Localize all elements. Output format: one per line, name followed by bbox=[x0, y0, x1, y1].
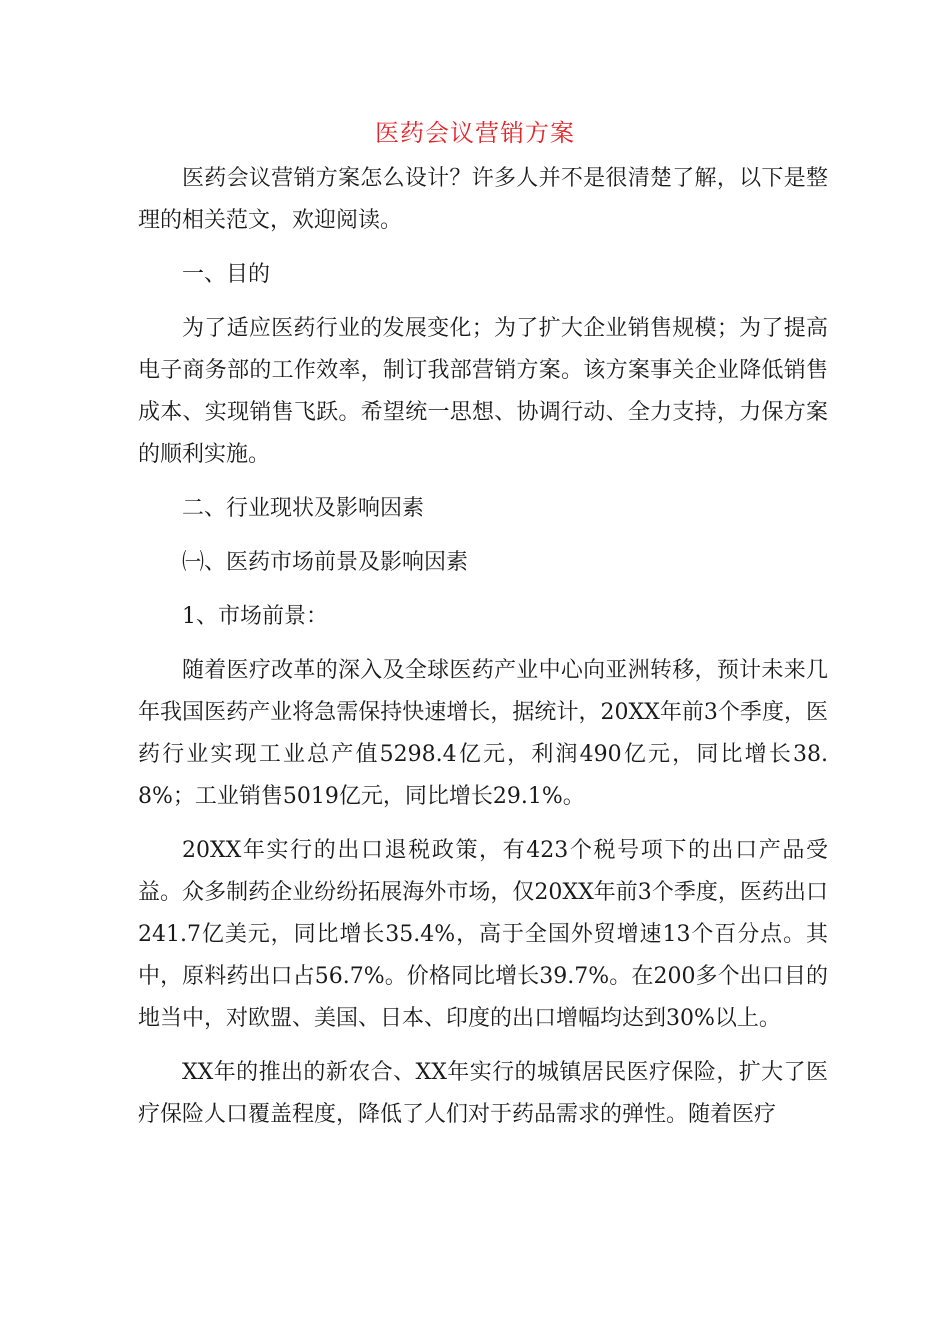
section-1-paragraph: 为了适应医药行业的发展变化；为了扩大企业销售规模；为了提高电子商务部的工作效率，制订我部营销方案。该方案事关企业降低销售成本、实现销售飞跃。希望统一思想、协调行动、全力支持，力保方案的顺利实施。 bbox=[138, 316, 828, 467]
section-1-heading: 一、目的 bbox=[182, 262, 271, 287]
item-1-heading: 1、市场前景： bbox=[182, 604, 328, 629]
intro-paragraph: 医药会议营销方案怎么设计？许多人并不是很清楚了解，以下是整理的相关范文，欢迎阅读。 bbox=[138, 166, 828, 233]
market-paragraph-3: XX年的推出的新农合、XX年实行的城镇居民医疗保险，扩大了医疗保险人口覆盖程度，降低了人们对于药品需求的弹性。随着医疗 bbox=[138, 1060, 828, 1127]
document-body bbox=[138, 158, 828, 1148]
market-paragraph-2: 20XX年实行的出口退税政策，有423个税号项下的出口产品受益。众多制药企业纷纷拓展海外市场，仅20XX年前3个季度，医药出口241.7亿美元，同比增长35.4%，高于全国外贸增速13个百分点。其中，原料药出口占56.7%。价格同比增长39.7%。在200多个出口目的地当中，对欧盟、美国、日本、印度的出口增幅均达到30%以上。 bbox=[138, 838, 828, 1031]
document-title: 医药会议营销方案 bbox=[375, 119, 575, 147]
section-2-heading: 二、行业现状及影响因素 bbox=[182, 496, 425, 521]
market-paragraph-1: 随着医疗改革的深入及全球医药产业中心向亚洲转移，预计未来几年我国医药产业将急需保持快速增长，据统计，20XX年前3个季度，医药行业实现工业总产值5298.4亿元，利润490亿元，同比增长38.8%；工业销售5019亿元，同比增长29.1%。 bbox=[138, 658, 828, 809]
subsection-1-heading: ㈠、医药市场前景及影响因素 bbox=[182, 550, 469, 575]
